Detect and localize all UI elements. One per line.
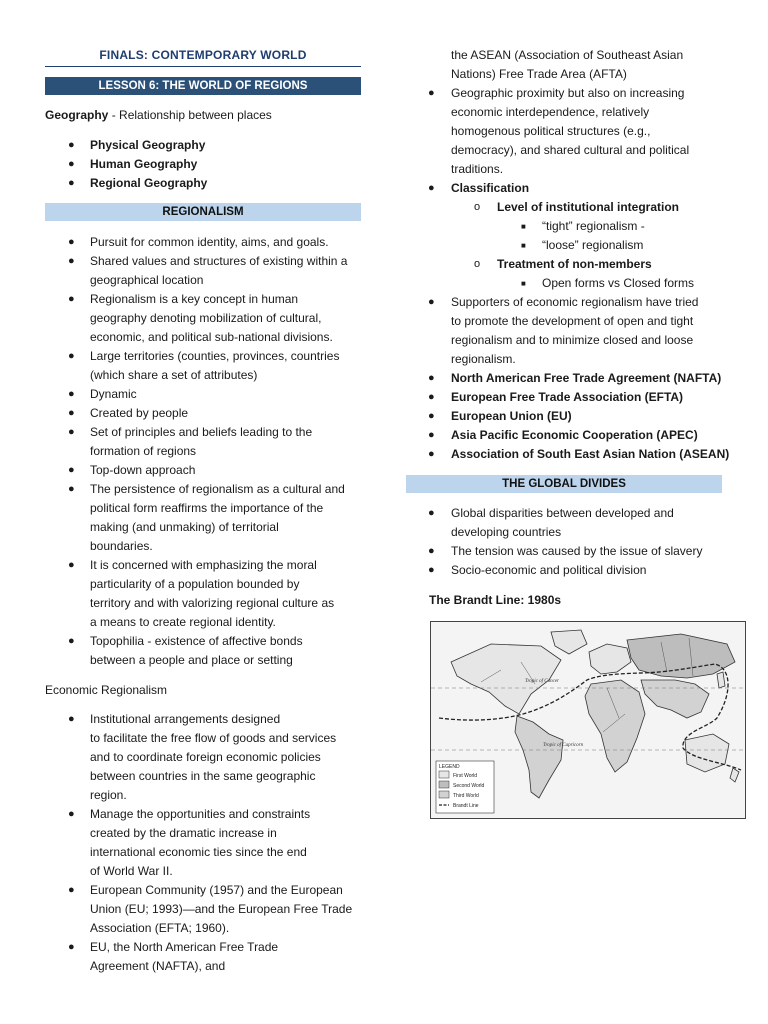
- list-line: regionalism.: [451, 352, 516, 366]
- tight-regionalism: “tight” regionalism -: [542, 219, 645, 233]
- list-line: Socio-economic and political division: [451, 563, 647, 577]
- list-line: Top-down approach: [90, 463, 196, 477]
- list-line: Supporters of economic regionalism have tried: [451, 295, 699, 309]
- bullet-icon: ●: [68, 713, 75, 725]
- list-line: economic, and political sub-national divisions.: [90, 330, 333, 344]
- bullet-icon: ●: [68, 426, 75, 438]
- list-line: Shared values and structures of existing within a: [90, 254, 348, 268]
- list-line: geographical location: [90, 273, 204, 287]
- level-label: Level of institutional integration: [497, 200, 680, 214]
- list-line: region.: [90, 788, 127, 802]
- title-divider: [45, 66, 361, 67]
- bullet-icon: ●: [68, 559, 75, 571]
- list-line: Union (EU; 1993)—and the European Free Trade: [90, 902, 353, 916]
- bullet-icon: ●: [68, 941, 75, 953]
- list-item: Regional Geography: [90, 176, 208, 190]
- list-line: EU, the North American Free Trade: [90, 940, 279, 954]
- list-line: The tension was caused by the issue of slavery: [451, 544, 703, 558]
- bullet-icon: ●: [68, 808, 75, 820]
- bullet-icon: ●: [68, 407, 75, 419]
- list-line: to promote the development of open and tight: [451, 314, 694, 328]
- treatment-label: Treatment of non-members: [497, 257, 652, 271]
- bullet-icon: ●: [68, 293, 75, 305]
- square-bullet-icon: ■: [521, 279, 526, 288]
- regionalism-heading: REGIONALISM: [45, 203, 361, 221]
- list-line: a means to create regional identity.: [90, 615, 276, 629]
- list-line: the ASEAN (Association of Southeast Asian: [451, 48, 684, 62]
- list-item: Physical Geography: [90, 138, 206, 152]
- list-item: Human Geography: [90, 157, 198, 171]
- list-line: Association (EFTA; 1960).: [90, 921, 230, 935]
- org-item: Association of South East Asian Nation (ASEAN): [451, 447, 730, 461]
- legend-title: LEGEND: [439, 764, 460, 770]
- bullet-icon: ●: [428, 564, 435, 576]
- legend-second-world: Second World: [453, 783, 485, 789]
- legend-first-world: First World: [453, 773, 478, 779]
- list-line: to facilitate the free flow of goods and services: [90, 731, 337, 745]
- list-line: homogenous political structures (e.g.,: [451, 124, 651, 138]
- bullet-icon: ●: [428, 410, 435, 422]
- list-line: Created by people: [90, 406, 189, 420]
- list-line: developing countries: [451, 525, 562, 539]
- list-line: Set of principles and beliefs leading to the: [90, 425, 313, 439]
- square-bullet-icon: ■: [521, 222, 526, 231]
- lesson-title: LESSON 6: THE WORLD OF REGIONS: [45, 77, 361, 95]
- list-line: Manage the opportunities and constraints: [90, 807, 311, 821]
- bullet-icon: ●: [428, 545, 435, 557]
- geography-term: Geography: [45, 108, 109, 122]
- document-title: FINALS: CONTEMPORARY WORLD: [99, 48, 307, 62]
- list-line: Topophilia - existence of affective bonds: [90, 634, 303, 648]
- global-divides-heading: THE GLOBAL DIVIDES: [406, 475, 722, 493]
- list-line: and to coordinate foreign economic policies: [90, 750, 321, 764]
- economic-regionalism-heading: Economic Regionalism: [45, 683, 168, 697]
- bullet-icon: ●: [68, 177, 75, 189]
- world-map-illustration: [431, 622, 745, 818]
- bullet-icon: ●: [428, 429, 435, 441]
- circle-bullet-icon: o: [474, 258, 481, 270]
- list-line: The persistence of regionalism as a cultural and: [90, 482, 345, 496]
- bullet-icon: ●: [428, 296, 435, 308]
- list-line: Geographic proximity but also on increasing: [451, 86, 685, 100]
- bullet-icon: ●: [68, 635, 75, 647]
- classification-label: Classification: [451, 181, 530, 195]
- bullet-icon: ●: [68, 236, 75, 248]
- bullet-icon: ●: [428, 507, 435, 519]
- bullet-icon: ●: [68, 483, 75, 495]
- list-line: geography denoting mobilization of cultural,: [90, 311, 322, 325]
- list-line: Agreement (NAFTA), and: [90, 959, 226, 973]
- list-line: Dynamic: [90, 387, 137, 401]
- legend-third-world: Third World: [453, 793, 479, 799]
- list-line: economic interdependence, relatively: [451, 105, 650, 119]
- org-item: North American Free Trade Agreement (NAFTA): [451, 371, 722, 385]
- list-line: territory and with valorizing regional culture as: [90, 596, 335, 610]
- geography-definition-text: - Relationship between places: [108, 108, 272, 122]
- tropic-cancer-label: Tropic of Cancer: [525, 679, 559, 684]
- list-line: of World War II.: [90, 864, 173, 878]
- tropic-capricorn-label: Tropic of Capricorn: [543, 743, 584, 748]
- list-line: Institutional arrangements designed: [90, 712, 281, 726]
- square-bullet-icon: ■: [521, 241, 526, 250]
- bullet-icon: ●: [428, 448, 435, 460]
- bullet-icon: ●: [68, 884, 75, 896]
- bullet-icon: ●: [68, 464, 75, 476]
- list-line: between a people and place or setting: [90, 653, 293, 667]
- list-line: Large territories (counties, provinces, countries: [90, 349, 340, 363]
- list-line: Pursuit for common identity, aims, and goals.: [90, 235, 329, 249]
- bullet-icon: ●: [68, 139, 75, 151]
- list-line: making (and unmaking) of territorial: [90, 520, 279, 534]
- bullet-icon: ●: [68, 388, 75, 400]
- org-item: Asia Pacific Economic Cooperation (APEC): [451, 428, 698, 442]
- list-line: particularity of a population bounded by: [90, 577, 300, 591]
- brandt-line-map: [430, 621, 746, 819]
- list-line: Regionalism is a key concept in human: [90, 292, 299, 306]
- brandt-line-heading: The Brandt Line: 1980s: [429, 593, 562, 607]
- list-line: between countries in the same geographic: [90, 769, 316, 783]
- list-line: It is concerned with emphasizing the moral: [90, 558, 317, 572]
- list-line: Global disparities between developed and: [451, 506, 674, 520]
- list-line: (which share a set of attributes): [90, 368, 258, 382]
- list-line: boundaries.: [90, 539, 153, 553]
- list-line: formation of regions: [90, 444, 197, 458]
- list-line: democracy), and shared cultural and political: [451, 143, 690, 157]
- list-line: created by the dramatic increase in: [90, 826, 277, 840]
- open-closed-forms: Open forms vs Closed forms: [542, 276, 695, 290]
- geography-definition: [45, 106, 272, 125]
- list-line: traditions.: [451, 162, 504, 176]
- org-item: European Union (EU): [451, 409, 572, 423]
- bullet-icon: ●: [428, 87, 435, 99]
- list-line: Nations) Free Trade Area (AFTA): [451, 67, 627, 81]
- bullet-icon: ●: [68, 255, 75, 267]
- list-line: political form reaffirms the importance of the: [90, 501, 324, 515]
- legend-brandt-line: Brandt Line: [453, 803, 479, 809]
- loose-regionalism: “loose” regionalism: [542, 238, 644, 252]
- bullet-icon: ●: [428, 182, 435, 194]
- bullet-icon: ●: [428, 391, 435, 403]
- org-item: European Free Trade Association (EFTA): [451, 390, 684, 404]
- bullet-icon: ●: [428, 372, 435, 384]
- list-line: regionalism and to minimize closed and loose: [451, 333, 694, 347]
- bullet-icon: ●: [68, 350, 75, 362]
- list-line: international economic ties since the end: [90, 845, 307, 859]
- bullet-icon: ●: [68, 158, 75, 170]
- list-line: European Community (1957) and the European: [90, 883, 343, 897]
- circle-bullet-icon: o: [474, 201, 481, 213]
